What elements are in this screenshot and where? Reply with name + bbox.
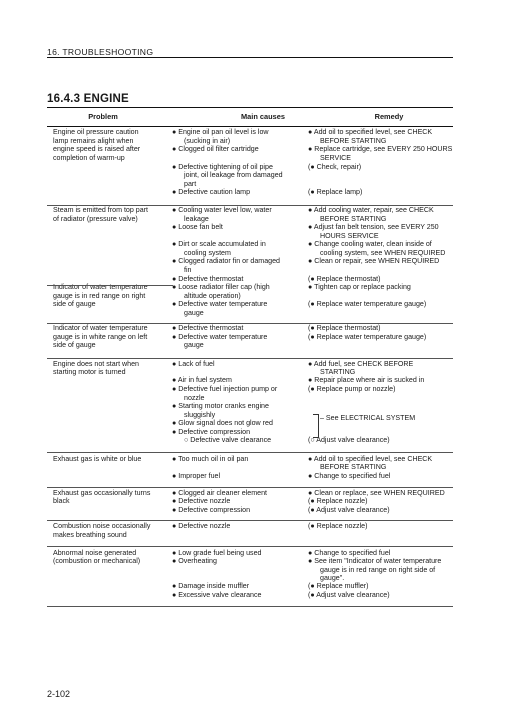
table-text-line: (combustion or mechanical) xyxy=(53,557,141,565)
table-text-line: joint, oil leakage from damaged xyxy=(184,171,283,179)
table-text-line: HOURS SERVICE xyxy=(320,232,379,240)
table-text-line: (● Replace water temperature gauge) xyxy=(308,300,427,308)
row-separator xyxy=(47,205,453,206)
table-text-line: (● Replace nozzle) xyxy=(308,497,368,505)
table-text-line: sluggishly xyxy=(184,411,216,419)
table-text-line: BEFORE STARTING xyxy=(320,463,387,471)
column-header-problem: Problem xyxy=(88,112,118,121)
table-text-line: ● Add oil to specified level, see CHECK xyxy=(308,128,433,136)
table-text-line: (● Replace water temperature gauge) xyxy=(308,333,427,341)
table-text-line: starting motor is turned xyxy=(53,368,126,376)
table-text-line: gauge". xyxy=(320,574,345,582)
table-text-line: ● Clogged oil filter cartridge xyxy=(172,145,259,153)
table-text-line: (● Replace thermostat) xyxy=(308,275,381,283)
table-text-line: ● Clean or repair, see WHEN REQUIRED xyxy=(308,257,440,265)
row-separator xyxy=(47,323,453,324)
table-text-line: side of gauge xyxy=(53,341,96,349)
table-text-line: ● Cooling water level low, water xyxy=(172,206,272,214)
section-header: 16. TROUBLESHOOTING xyxy=(47,47,154,57)
row-separator xyxy=(47,606,453,607)
table-text-line: completion of warm-up xyxy=(53,154,125,162)
row-separator xyxy=(47,285,173,286)
table-text-line: ● Air in fuel system xyxy=(172,376,232,384)
table-text-line: Exhaust gas occasionally turns xyxy=(53,489,151,497)
column-header-remedy: Remedy xyxy=(374,112,404,121)
table-text-line: (sucking in air) xyxy=(184,137,231,145)
table-text-line: ● Starting motor cranks engine xyxy=(172,402,269,410)
table-text-line: BEFORE STARTING xyxy=(320,215,387,223)
table-text-line: (● Replace lamp) xyxy=(308,188,363,196)
table-text-line: ● Too much oil in oil pan xyxy=(172,455,249,463)
table-text-line: engine speed is raised after xyxy=(53,145,141,153)
table-text-line: ● Damage inside muffler xyxy=(172,582,250,590)
table-text-line: Indicator of water temperature xyxy=(53,283,148,291)
page-number: 2-102 xyxy=(47,689,71,699)
table-text-line: ● Overheating xyxy=(172,557,217,565)
table-text-line: Steam is emitted from top part xyxy=(53,206,149,214)
row-separator xyxy=(47,520,453,521)
table-text-line: leakage xyxy=(184,215,209,223)
table-text-line: Abnormal noise generated xyxy=(53,549,137,557)
row-separator xyxy=(47,358,453,359)
table-text-line: Engine oil pressure caution xyxy=(53,128,139,136)
table-text-line: ● Improper fuel xyxy=(172,472,221,480)
table-text-line: ● Add fuel, see CHECK BEFORE xyxy=(308,360,414,368)
table-text-line: (○ Adjust valve clearance) xyxy=(308,436,390,444)
table-text-line: ● Clogged air cleaner element xyxy=(172,489,267,497)
table-text-line: ● Defective thermostat xyxy=(172,324,244,332)
table-text-line: lamp remains alight when xyxy=(53,137,134,145)
table-text-line: BEFORE STARTING xyxy=(320,137,387,145)
table-text-line: ● Defective nozzle xyxy=(172,522,231,530)
table-text-line: ● Replace cartridge, see EVERY 250 HOURS xyxy=(308,145,453,153)
table-text-line: (● Check, repair) xyxy=(308,163,362,171)
table-text-line: ● Clean or replace, see WHEN REQUIRED xyxy=(308,489,445,497)
table-text-line: ● Defective fuel injection pump or xyxy=(172,385,278,393)
table-text-line: – See ELECTRICAL SYSTEM xyxy=(320,414,416,422)
table-text-line: ● Defective water temperature xyxy=(172,300,268,308)
table-text-line: part xyxy=(184,180,197,188)
table-text-line: fin xyxy=(184,266,192,274)
table-text-line: ● Lack of fuel xyxy=(172,360,215,368)
table-text-line: ● Loose radiator filler cap (high xyxy=(172,283,270,291)
table-text-line: ● Defective tightening of oil pipe xyxy=(172,163,273,171)
table-text-line: (● Replace muffler) xyxy=(308,582,369,590)
table-text-line: cooling system, see WHEN REQUIRED xyxy=(320,249,446,257)
table-text-line: Exhaust gas is white or blue xyxy=(53,455,142,463)
table-text-line: ● Repair place where air is sucked in xyxy=(308,376,425,384)
table-text-line: makes breathing sound xyxy=(53,531,127,539)
table-text-line: ● Adjust fan belt tension, see EVERY 250 xyxy=(308,223,439,231)
table-text-line: ● Defective compression xyxy=(172,428,251,436)
table-text-line: ● Clogged radiator fin or damaged xyxy=(172,257,280,265)
table-text-line: ● Add cooling water, repair, see CHECK xyxy=(308,206,434,214)
table-text-line: altitude operation) xyxy=(184,292,241,300)
table-text-line: cooling system xyxy=(184,249,231,257)
table-text-line: ● Excessive valve clearance xyxy=(172,591,262,599)
table-text-line: of radiator (pressure valve) xyxy=(53,215,138,223)
page-title: 16.4.3 ENGINE xyxy=(47,93,129,105)
table-text-line: ● Change to specified fuel xyxy=(308,472,391,480)
table-text-line: Combustion noise occasionally xyxy=(53,522,151,530)
table-text-line: gauge is in white range on left xyxy=(53,333,148,341)
grouping-bracket xyxy=(313,414,319,438)
table-text-line: ● Change to specified fuel xyxy=(308,549,391,557)
table-text-line: Engine does not start when xyxy=(53,360,139,368)
row-separator xyxy=(47,452,453,453)
table-text-line: gauge is in red range on right xyxy=(53,292,146,300)
table-text-line: ● Defective water temperature xyxy=(172,333,268,341)
table-text-line: ● Tighten cap or replace packing xyxy=(308,283,411,291)
table-text-line: (● Adjust valve clearance) xyxy=(308,591,390,599)
table-text-line: ● Low grade fuel being used xyxy=(172,549,262,557)
table-text-line: SERVICE xyxy=(320,154,352,162)
table-text-line: ● Defective caution lamp xyxy=(172,188,251,196)
table-text-line: ● Engine oil pan oil level is low xyxy=(172,128,269,136)
table-text-line: black xyxy=(53,497,70,505)
table-text-line: ● Defective compression xyxy=(172,506,251,514)
table-text-line: ● Add oil to specified level, see CHECK xyxy=(308,455,433,463)
table-text-line: ○ Defective valve clearance xyxy=(184,436,272,444)
table-text-line: nozzle xyxy=(184,394,205,402)
table-text-line: ● Glow signal does not glow red xyxy=(172,419,273,427)
table-text-line: ● Loose fan belt xyxy=(172,223,223,231)
column-header-causes: Main causes xyxy=(241,112,285,121)
row-separator xyxy=(47,546,453,547)
table-text-line: STARTING xyxy=(320,368,356,376)
table-text-line: ● Change cooling water, clean inside of xyxy=(308,240,432,248)
table-text-line: Indicator of water temperature xyxy=(53,324,148,332)
table-text-line: gauge xyxy=(184,309,204,317)
header-rule xyxy=(47,57,453,58)
table-text-line: side of gauge xyxy=(53,300,96,308)
table-text-line: (● Replace pump or nozzle) xyxy=(308,385,396,393)
table-text-line: (● Replace thermostat) xyxy=(308,324,381,332)
table-text-line: ● Defective nozzle xyxy=(172,497,231,505)
table-text-line: ● Defective thermostat xyxy=(172,275,244,283)
table-text-line: ● See item "Indicator of water temperature xyxy=(308,557,442,565)
table-text-line: (● Adjust valve clearance) xyxy=(308,506,390,514)
table-text-line: gauge xyxy=(184,341,204,349)
table-text-line: gauge is in red range on right side of xyxy=(320,566,436,574)
table-text-line: ● Dirt or scale accumulated in xyxy=(172,240,266,248)
table-text-line: (● Replace nozzle) xyxy=(308,522,368,530)
row-separator xyxy=(47,487,453,488)
table-header xyxy=(47,107,453,127)
